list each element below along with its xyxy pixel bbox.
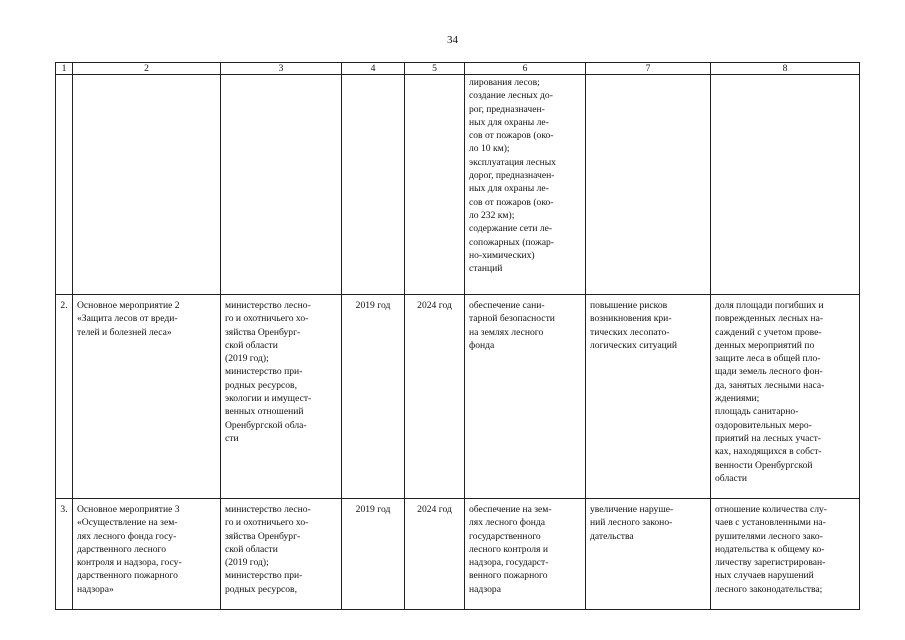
event-cell: Основное мероприятие 3 «Осуществление на зем- лях лесного фонда госу- дарственного лесного контроля и надзора, госу- дарственного пожарного надзора» [73, 499, 221, 610]
indicator-cell: отношение количества слу- чаев с установленными на- рушителями лесного зако- нодательства к общему ко- личеству зарегистрирован- ных случаев нарушений лесного законодательства; [711, 499, 860, 610]
end-year-cell: 2024 год [405, 295, 465, 499]
end-year-cell: 2024 год [405, 499, 465, 610]
event-cell: Основное мероприятие 2 «Защита лесов от вреди- телей и болезней леса» [73, 295, 221, 499]
column-header: 5 [405, 63, 465, 75]
executor-cell [221, 75, 342, 295]
column-number-row [56, 63, 860, 75]
page-number: 34 [447, 34, 458, 46]
start-year-cell: 2019 год [342, 499, 405, 610]
program-table [55, 62, 860, 610]
end-year-cell [405, 75, 465, 295]
column-header: 1 [56, 63, 73, 75]
risk-cell: повышение рисков возникновения кри- тических лесопато- логических ситуаций [586, 295, 711, 499]
expected-result-cell: обеспечение на зем- лях лесного фонда государственного лесного контроля и надзора, государст- венного пожарного надзора [465, 499, 586, 610]
table-row [56, 295, 860, 499]
risk-cell [586, 75, 711, 295]
column-header: 8 [711, 63, 860, 75]
indicator-cell: доля площади погибших и поврежденных лесных на- саждений с учетом прове- денных мероприятий по защите леса в общей пло- щади земель лесного фон- да, занятых лесными наса- ждениями; площадь санитарно- оздоровительных меро- приятий на лесных участ- ках, находящихся в собст- венности Оренбургской области [711, 295, 860, 499]
start-year-cell: 2019 год [342, 295, 405, 499]
expected-result-cell: лирования лесов; создание лесных до- рог, предназначен- ных для охраны ле- сов от пожаров (око- ло 10 км); эксплуатация лесных дорог, предназначен- ных для охраны ле- сов от пожаров (око- ло 232 км); содержание сети ле- сопожарных (пожар- но-химических) станций [465, 75, 586, 295]
column-header: 4 [342, 63, 405, 75]
expected-result-cell: обеспечение сани- тарной безопасности на землях лесного фонда [465, 295, 586, 499]
column-header: 3 [221, 63, 342, 75]
column-header: 2 [73, 63, 221, 75]
executor-cell: министерство лесно- го и охотничьего хо- зяйства Оренбург- ской области (2019 год); министерство при- родных ресурсов, [221, 499, 342, 610]
table-row [56, 75, 860, 295]
column-header: 7 [586, 63, 711, 75]
indicator-cell [711, 75, 860, 295]
risk-cell: увеличение наруше- ний лесного законо- дательства [586, 499, 711, 610]
event-cell [73, 75, 221, 295]
row-number-cell [56, 75, 73, 295]
table-row [56, 499, 860, 610]
executor-cell: министерство лесно- го и охотничьего хо- зяйства Оренбург- ской области (2019 год); министерство при- родных ресурсов, экологии и имущест- венных отношений Оренбургской обла- сти [221, 295, 342, 499]
row-number-cell: 3. [56, 499, 73, 610]
row-number-cell: 2. [56, 295, 73, 499]
start-year-cell [342, 75, 405, 295]
column-header: 6 [465, 63, 586, 75]
